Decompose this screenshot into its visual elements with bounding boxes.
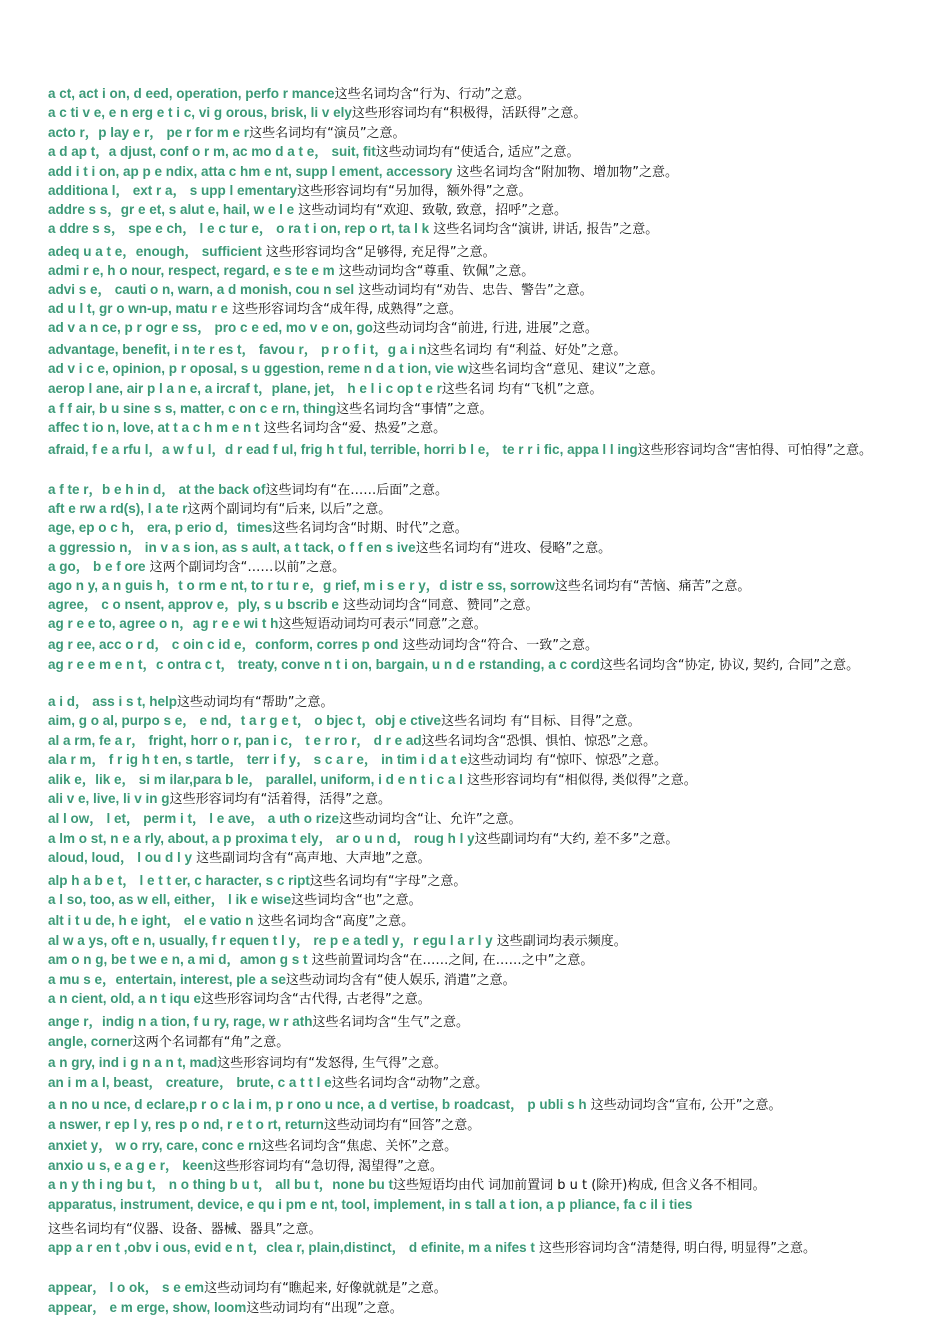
entry-meaning: 这些名词均含“动物”之意。 bbox=[331, 1076, 489, 1091]
vocab-entry bbox=[48, 280, 900, 300]
vocab-entry bbox=[48, 359, 900, 379]
entry-meaning: 这些名词均有“演员”之意。 bbox=[249, 126, 406, 141]
entry-meaning: 这些动词均有“劝告、忠告、警告”之意。 bbox=[354, 283, 593, 298]
entry-meaning: 这些形容词均有“积极得，活跃得”之意。 bbox=[351, 106, 587, 121]
entry-words: alp h a b e t， l e t t er, c haracter, s c ript bbox=[48, 873, 310, 888]
vocab-entry bbox=[48, 1156, 900, 1176]
entry-meaning: 这些形容词均有“急切得, 渴望得”之意。 bbox=[213, 1159, 443, 1174]
entry-meaning: 这些名词均含“恐惧、惧怕、惊恐”之意。 bbox=[421, 734, 657, 749]
vocab-entry bbox=[48, 871, 900, 891]
entry-meaning: 这些名词均含“行为、行动”之意。 bbox=[334, 87, 531, 102]
vocab-entry bbox=[48, 809, 900, 829]
entry-words: alik e，lik e， si m ilar,para b le， parallel, uniform, i d e n t i c a l bbox=[48, 772, 463, 787]
entry-words: al w a ys, oft e n, usually, f r equen t l y， re p e a tedl y，r egu l a r l y bbox=[48, 933, 493, 948]
vocab-entry bbox=[48, 1298, 900, 1318]
entry-meaning: 这些动词均含“让、允许”之意。 bbox=[339, 812, 522, 827]
vocab-entry bbox=[48, 1012, 900, 1032]
entry-meaning: 这些动词均含有“使人娱乐, 消遣”之意。 bbox=[285, 973, 516, 988]
entry-meaning: 这些动词均有“帮助”之意。 bbox=[177, 695, 334, 710]
entry-meaning: 这些动词均含“前进, 行进, 进展”之意。 bbox=[372, 321, 598, 336]
entry-words: agree， c o nsent, approv e，ply, s u bscrib e bbox=[48, 597, 339, 612]
entry-meaning: 这些词均含“也”之意。 bbox=[291, 893, 422, 908]
entry-words: ago n y, a n guis h，t o rm e nt, to r tu r e，g rief, m i s e r y，d istr e ss, sorrow bbox=[48, 578, 555, 593]
entry-meaning: 这些名词均 有“利益、好处”之意。 bbox=[426, 343, 627, 358]
entry-words: ad u l t, gr o wn-up, matu r e bbox=[48, 301, 229, 316]
entry-meaning: 这些动词均含“符合、一致”之意。 bbox=[398, 638, 598, 653]
entry-meaning: 这些动词均含“宣布, 公开”之意。 bbox=[586, 1098, 782, 1113]
entry-words: ad v i c e, opinion, p r oposal, s u ggestion, reme n d a t ion, vie w bbox=[48, 361, 469, 376]
vocab-entry bbox=[48, 418, 900, 438]
entry-meaning: 这些短语均由代 词加前置词 b u t (除开)构成, 但含义各不相同。 bbox=[392, 1178, 766, 1193]
entry-meaning: 这些名词均含“生气”之意。 bbox=[312, 1015, 470, 1030]
entry-meaning: 这些动词均 有“惊吓、惊恐”之意。 bbox=[467, 753, 667, 768]
entry-words: ali v e, live, li v in g bbox=[48, 791, 170, 806]
entry-words: advi s e， cauti o n, warn, a d monish, cou n sel bbox=[48, 282, 355, 297]
vocab-entry bbox=[48, 711, 900, 731]
entry-words: a c ti v e, e n erg e t i c, vi g orous, brisk, li v ely bbox=[48, 105, 352, 120]
entry-meaning: 这些动词均有“瞧起来, 好像就就是”之意。 bbox=[204, 1281, 447, 1296]
entry-words: ag r ee, acc o r d， c oin c id e，conform, corres p ond bbox=[48, 637, 399, 652]
entry-meaning: 这些名词均含“高度”之意。 bbox=[253, 914, 415, 929]
vocab-entry bbox=[48, 1073, 900, 1093]
entry-meaning: 这些名词均含“时期、时代”之意。 bbox=[272, 521, 468, 536]
entry-meaning: 这些名词均含“协定, 协议, 契约, 合同”之意。 bbox=[599, 658, 860, 673]
entry-words: aloud, loud， l ou d l y bbox=[48, 850, 192, 865]
vocab-entry bbox=[48, 340, 900, 360]
entry-words: a go， b e f ore bbox=[48, 559, 146, 574]
entry-meaning: 这些前置词均含“在……之间, 在……之中”之意。 bbox=[307, 953, 594, 968]
entry-words: a l so, too, as w ell, either， l ik e wise bbox=[48, 892, 292, 907]
vocab-entry bbox=[48, 1278, 900, 1298]
entry-meaning: 这些短语动词均可表示“同意”之意。 bbox=[278, 617, 487, 632]
entry-meaning: 这些形容词均含“足够得, 充足得”之意。 bbox=[261, 245, 496, 260]
entry-words: anxio u s, e a g e r， keen bbox=[48, 1158, 214, 1173]
vocab-entry bbox=[48, 84, 900, 104]
vocab-entry bbox=[48, 200, 900, 220]
entry-meaning: 这些名词 均有“飞机”之意。 bbox=[441, 382, 603, 397]
entry-words: advantage, benefit, i n te r es t， favou r， p r o f i t，g a i n bbox=[48, 342, 427, 357]
entry-words: age, ep o c h， era, p erio d，times bbox=[48, 520, 273, 535]
entry-meaning: 这些名词均含“事情”之意。 bbox=[336, 402, 493, 417]
entry-words: a i d， ass i s t, help bbox=[48, 694, 178, 709]
entry-words: al a rm, fe a r， fright, horr o r, pan i c， t e r ro r， d r e ad bbox=[48, 733, 422, 748]
vocab-entry bbox=[48, 789, 900, 809]
entry-meaning: 这些动词均含“尊重、钦佩”之意。 bbox=[334, 264, 535, 279]
entry-words: a ddre s s， spe e ch， l e c tur e， o ra t i on, rep o rt, ta l k bbox=[48, 221, 430, 236]
vocab-entry bbox=[48, 318, 900, 338]
entry-words: adeq u a t e，enough， sufficient bbox=[48, 244, 262, 259]
entry-words: acto r，p lay e r， pe r for m e r bbox=[48, 125, 250, 140]
entry-words: a n no u nce, d eclare,p r o c la i m, p r ono u nce, a d vertise, b roadcast， p ubli s h bbox=[48, 1097, 587, 1112]
entry-meaning: 这两个名词都有“角”之意。 bbox=[132, 1035, 290, 1050]
vocab-entry bbox=[48, 1095, 900, 1115]
vocab-entry bbox=[48, 770, 900, 790]
entry-meaning: 这两个副词均有“后来, 以后”之意。 bbox=[187, 502, 392, 517]
entry-words: a nswer, r ep l y, res p o nd, r e t o rt, return bbox=[48, 1117, 324, 1132]
vocab-entry bbox=[48, 731, 900, 751]
entry-words: ala r m， f r ig h t en, s tartle， terr i f y， s c a r e， in tim i d a t e bbox=[48, 752, 468, 767]
vocab-entry bbox=[48, 518, 900, 538]
vocab-entry bbox=[48, 1219, 900, 1239]
vocab-entry bbox=[48, 123, 900, 143]
entry-words: addre s s，gr e et, s alut e, hail, w e l e bbox=[48, 202, 295, 217]
entry-meaning: 这些形容词均有“活着得，活得”之意。 bbox=[169, 792, 392, 807]
vocab-entry bbox=[48, 1053, 900, 1073]
entry-meaning: 这些名词均含“演讲, 讲话, 报告”之意。 bbox=[429, 222, 659, 237]
vocab-entry bbox=[48, 181, 900, 201]
vocab-entry bbox=[48, 635, 900, 655]
vocab-entry bbox=[48, 1115, 900, 1135]
entry-meaning: 这些名词均含“附加物、增加物”之意。 bbox=[452, 165, 678, 180]
entry-words: admi r e, h o nour, respect, regard, e s te e m bbox=[48, 263, 335, 278]
entry-words: aim, g o al, purpo s e， e nd，t a r g e t， o bjec t，obj e ctive bbox=[48, 713, 442, 728]
entry-meaning: 这些动词均有“回答”之意。 bbox=[323, 1118, 481, 1133]
entry-words: an i m a l, beast， creature， brute, c a t t l e bbox=[48, 1075, 332, 1090]
vocab-entry bbox=[48, 142, 900, 162]
entry-meaning: 这些词均有“在……后面”之意。 bbox=[265, 483, 449, 498]
vocab-entry bbox=[48, 931, 900, 951]
entry-words: ad v a n ce, p r ogr e ss， pro c e ed, mo v e on, go bbox=[48, 320, 373, 335]
vocab-entry bbox=[48, 1032, 900, 1052]
entry-words: appear， l o ok， s e em bbox=[48, 1280, 205, 1295]
entry-meaning: 这些副词均表示频度。 bbox=[492, 934, 627, 949]
vocab-entry bbox=[48, 576, 900, 596]
entry-meaning: 这些形容词均含“古代得, 古老得”之意。 bbox=[201, 992, 431, 1007]
entry-words: a mu s e，entertain, interest, ple a se bbox=[48, 972, 286, 987]
vocab-entry bbox=[48, 499, 900, 519]
entry-meaning: 这些名词均含“意见、建议”之意。 bbox=[468, 362, 664, 377]
vocab-entry bbox=[48, 890, 900, 910]
entry-words: a lm o st, n e a rly, about, a p proxima t ely， ar o u n d， roug h l y bbox=[48, 831, 475, 846]
vocab-entry bbox=[48, 399, 900, 419]
vocab-entry bbox=[48, 242, 900, 262]
vocab-entry bbox=[48, 911, 900, 931]
vocab-entry bbox=[48, 1136, 900, 1156]
vocab-entry bbox=[48, 595, 900, 615]
entry-words: add i t i on, ap p e ndix, atta c hm e nt, supp l ement, accessory bbox=[48, 164, 453, 179]
entry-meaning: 这些名词均有“苦恼、痛苦”之意。 bbox=[554, 579, 751, 594]
vocab-entry bbox=[48, 950, 900, 970]
entry-words: angle, corner bbox=[48, 1034, 133, 1049]
entry-meaning: 这些形容词均含“害怕得、可怕得”之意。 bbox=[637, 443, 873, 458]
entry-words: ange r，indig n a tion, f u ry, rage, w r ath bbox=[48, 1014, 313, 1029]
vocab-entry bbox=[48, 750, 900, 770]
entry-meaning: 这些名词均 有“目标、目得”之意。 bbox=[441, 714, 641, 729]
entry-meaning: 这些形容词均含“清楚得, 明白得, 明显得”之意。 bbox=[534, 1241, 816, 1256]
entry-words: aft e rw a rd(s), l a te r bbox=[48, 501, 188, 516]
entry-words: am o n g, be t we e n, a mi d，amon g s t bbox=[48, 952, 308, 967]
vocab-entry bbox=[48, 848, 900, 868]
vocab-entry bbox=[48, 440, 900, 460]
entry-words: affec t io n, love, at t a c h m e n t bbox=[48, 420, 260, 435]
entry-words: ag r e e m e n t，c ontra c t， treaty, conve n t i on, bargain, u n d e rstanding, a c cord bbox=[48, 657, 600, 672]
vocab-entry bbox=[48, 1195, 900, 1215]
entry-meaning: 这些名词均有“字母”之意。 bbox=[309, 874, 467, 889]
entry-meaning: 这些副词均含有“高声地、大声地”之意。 bbox=[192, 851, 431, 866]
vocab-entry bbox=[48, 557, 900, 577]
entry-words: anxiet y， w o rry, care, conc e rn bbox=[48, 1138, 262, 1153]
entry-words: a f te r，b e h in d， at the back of bbox=[48, 482, 266, 497]
vocab-entry bbox=[48, 970, 900, 990]
vocab-entry bbox=[48, 103, 900, 123]
entry-words: afraid, f e a rfu l，a w f u l，d r ead f ul, frig h t ful, terrible, horri b l e， te r r i fic, appa l l ing bbox=[48, 442, 638, 457]
entry-meaning: 这两个副词均含“……以前”之意。 bbox=[145, 560, 346, 575]
entry-meaning: 这些形容词均有“另加得，额外得”之意。 bbox=[297, 184, 532, 199]
entry-words: ag r e e to, agree o n，ag r e e wi t h bbox=[48, 616, 279, 631]
entry-meaning: 这些形容词均有“发怒得, 生气得”之意。 bbox=[217, 1056, 448, 1071]
vocab-entry bbox=[48, 829, 900, 849]
vocab-entry bbox=[48, 299, 900, 319]
entry-meaning: 这些动词均有“欢迎、致敬, 致意，招呼”之意。 bbox=[294, 203, 567, 218]
vocab-entry bbox=[48, 261, 900, 281]
entry-words: a f f air, b u sine s s, matter, c on c e rn, thing bbox=[48, 401, 337, 416]
entry-words: app a r en t ,obv i ous, evid e n t，clea r, plain,distinct， d efinite, m a nifes t bbox=[48, 1240, 535, 1255]
vocab-entry bbox=[48, 989, 900, 1009]
vocab-entry bbox=[48, 655, 900, 675]
vocab-entry bbox=[48, 1175, 900, 1195]
entry-words: a n gry, ind i g n a n t, mad bbox=[48, 1055, 218, 1070]
entry-meaning: 这些动词均含“同意、赞同”之意。 bbox=[338, 598, 539, 613]
entry-words: additiona l， ext r a， s upp l ementary bbox=[48, 183, 298, 198]
entry-meaning: 这些动词均有“出现”之意。 bbox=[246, 1301, 403, 1316]
entry-meaning: 这些动词均有“使适合, 适应”之意。 bbox=[375, 145, 580, 160]
entry-words: a d ap t，a djust, conf o r m, ac mo d a t e， suit, fit bbox=[48, 144, 376, 159]
entry-meaning: 这些名词均含“焦虑、关怀”之意。 bbox=[261, 1139, 458, 1154]
entry-words: a n cient, old, a n t iqu e bbox=[48, 991, 202, 1006]
entry-meaning: 这些名词均有“仪器、设备、器械、器具”之意。 bbox=[48, 1222, 322, 1237]
entry-words: a ct, act i on, d eed, operation, perfo r mance bbox=[48, 86, 335, 101]
vocab-entry bbox=[48, 379, 900, 399]
vocab-entry bbox=[48, 1238, 900, 1258]
entry-words: a n y th i ng bu t， n o thing b u t， all bu t，none bu t bbox=[48, 1177, 393, 1192]
entry-words: al l ow， l et， perm i t， l e ave， a uth o rize bbox=[48, 811, 340, 826]
entry-words: apparatus, instrument, device, e qu i pm e nt, tool, implement, in s tall a t ion, a p pliance, fa c il i ties bbox=[48, 1197, 693, 1212]
entry-meaning: 这些名词均含“爱、热爱”之意。 bbox=[259, 421, 447, 436]
vocab-entry bbox=[48, 162, 900, 182]
vocab-entry bbox=[48, 480, 900, 500]
entry-meaning: 这些形容词均有“相似得, 类似得”之意。 bbox=[462, 773, 697, 788]
vocab-entry bbox=[48, 614, 900, 634]
entry-words: aerop l ane, air p l a n e, a ircraf t，plane, jet， h e l i c op t e r bbox=[48, 381, 442, 396]
entry-words: alt i t u de, h e ight， el e vatio n bbox=[48, 913, 254, 928]
vocab-entry bbox=[48, 692, 900, 712]
entry-words: appear， e m erge, show, loom bbox=[48, 1300, 247, 1315]
entry-meaning: 这些副词均有“大约, 差不多”之意。 bbox=[474, 832, 679, 847]
entry-meaning: 这些形容词均含“成年得, 成熟得”之意。 bbox=[228, 302, 462, 317]
vocab-entry bbox=[48, 538, 900, 558]
entry-meaning: 这些名词均有“进攻、侵略”之意。 bbox=[415, 541, 612, 556]
vocab-entry bbox=[48, 219, 900, 239]
entry-words: a ggressio n， in v a s ion, as s ault, a t tack, o f f en s ive bbox=[48, 540, 416, 555]
